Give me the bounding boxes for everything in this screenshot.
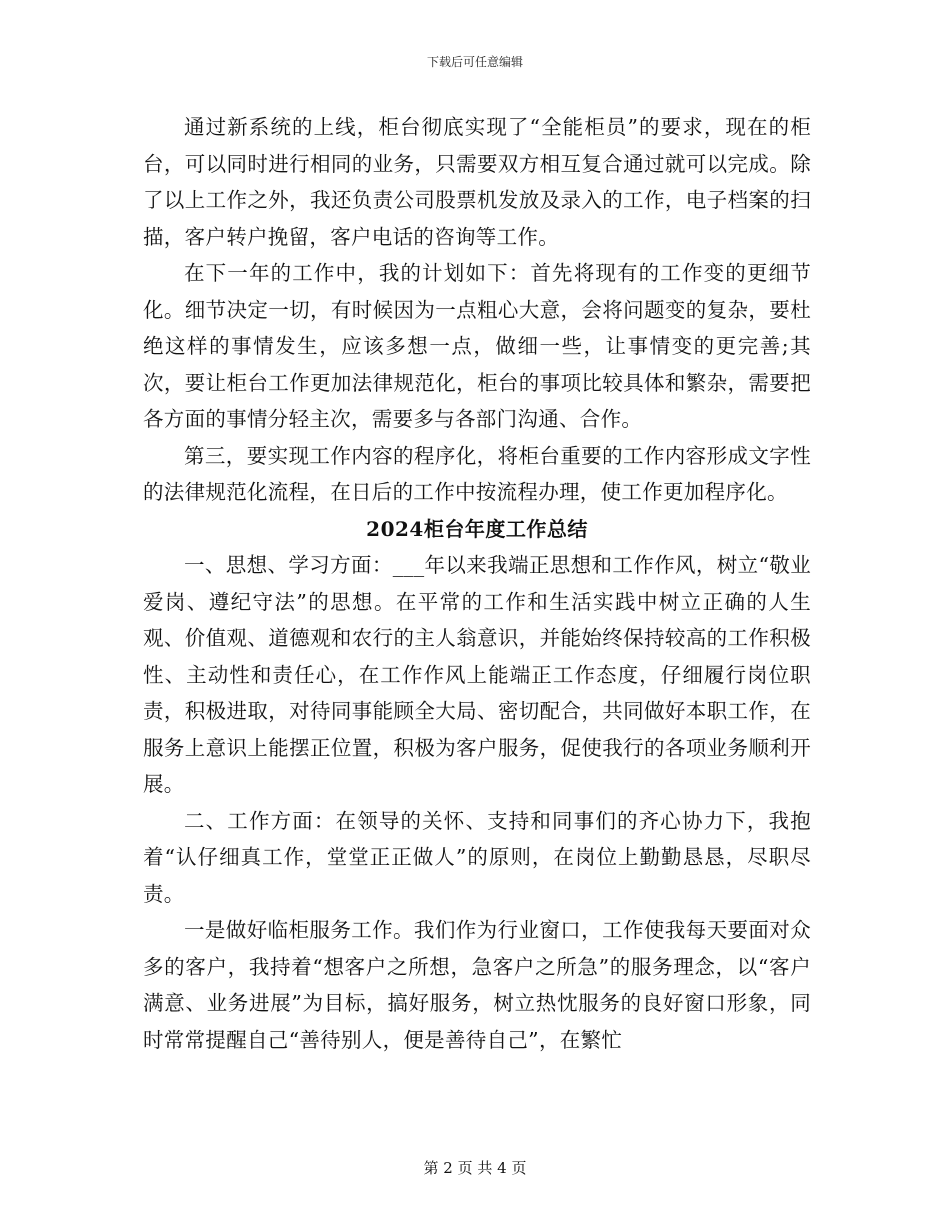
page-footer: 第 2 页 共 4 页 [423,1159,527,1177]
paragraph: 在下一年的工作中，我的计划如下：首先将现有的工作变的更细节化。细节决定一切，有时候因为一点粗心大意，会将问题变的复杂，要杜绝这样的事情发生，应该多想一点，做细一些，让事情变的更完善;其次，要让柜台工作更加法律规范化，柜台的事项比较具体和繁杂，需要把各方面的事情分轻主次，需要多与各部门沟通、合作。 [143,261,811,431]
paragraph: 一是做好临柜服务工作。我们作为行业窗口，工作使我每天要面对众多的客户，我持着“想客户之所想，急客户之所急”的服务理念，以“客户满意、业务进展”为目标，搞好服务，树立热忱服务的良好窗口形象，同时常常提醒自己“善待别人，便是善待自己”，在繁忙 [143,918,811,1052]
paragraph: 一、思想、学习方面：___年以来我端正思想和工作作风，树立“敬业爱岗、遵纪守法”的思想。在平常的工作和生活实践中树立正确的人生观、价值观、道德观和农行的主人翁意识，并能始终保持较高的工作积极性、主动性和责任心，在工作作风上能端正工作态度，仔细履行岗位职责，积极进取，对待同事能顾全大局、密切配合，共同做好本职工作，在服务上意识上能摆正位置，积极为客户服务，促使我行的各项业务顺利开展。 [143,553,811,796]
paragraph: 通过新系统的上线，柜台彻底实现了“全能柜员”的要求，现在的柜台，可以同时进行相同的业务，只需要双方相互复合通过就可以完成。除了以上工作之外，我还负责公司股票机发放及录入的工作，电子档案的扫描，客户转户挽留，客户电话的咨询等工作。 [143,115,811,249]
paragraph: 二、工作方面：在领导的关怀、支持和同事们的齐心协力下，我抱着“认仔细真工作，堂堂正正做人”的原则，在岗位上勤勤恳恳，尽职尽责。 [143,808,811,906]
header-note: 下载后可任意编辑 [426,55,523,69]
document-body [143,109,811,1058]
paragraph: 第三，要实现工作内容的程序化，将柜台重要的工作内容形成文字性的法律规范化流程，在日后的工作中按流程办理，使工作更加程序化。 [143,443,811,504]
section-title: 2024柜台年度工作总结 [366,516,588,541]
